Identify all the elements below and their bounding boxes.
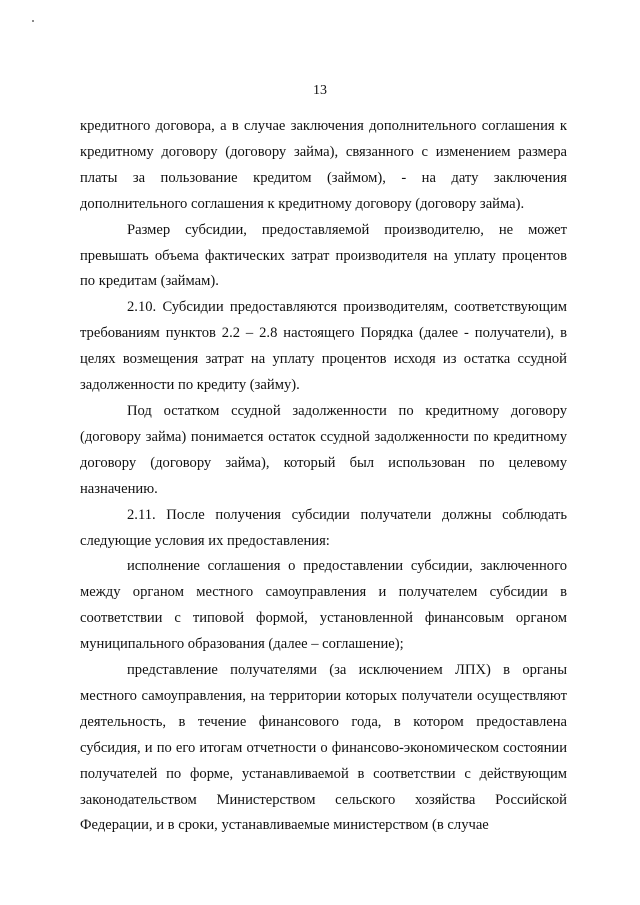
paragraph-subsidy-size: Размер субсидии, предоставляемой производителю, не может превышать объема фактических затрат производителя на уплату процентов по кредитам (займам). [80,221,567,290]
paragraph-reporting: представление получателями (за исключением ЛПХ) в органы местного самоуправления, на территории которых получатели осуществляют деятельность, в течение финансового года, в котором предоставлена субсидия, и по его итогам отчетности о финансово-экономическом состоянии получателей по форме, устанавливаемой в соответствии с действующим законодательством Министерством сельского хозяйства Российской Федерации, и в сроки, устанавливаемые министерством (в случае [80,662,567,834]
page-number: 13 [313,83,327,98]
paragraph-loan-balance: Под остатком ссудной задолженности по кредитному договору (договору займа) понимается остаток ссудной задолженности по кредитному договору (договору займа), который был использован по целевому назначению. [80,402,567,497]
body-text [80,114,567,839]
paragraph-2-11: 2.11. После получения субсидии получатели должны соблюдать следующие условия их предоставления: [80,506,567,549]
paragraph-credit-agreement: кредитного договора, а в случае заключения дополнительного соглашения к кредитному договору (договору займа), связанного с изменением размера платы за пользование кредитом (займом), - на дату заключения дополнительного соглашения к кредитному договору (договору займа). [80,118,567,212]
scan-speck [32,20,34,22]
paragraph-2-10: 2.10. Субсидии предоставляются производителям, соответствующим требованиям пунктов 2.2 – 2.8 настоящего Порядка (далее - получатели), в целях возмещения затрат на уплату процентов исходя из остатка ссудной задолженности по кредиту (займу). [80,299,567,394]
paragraph-agreement-execution: исполнение соглашения о предоставлении субсидии, заключенного между органом местного самоуправления и получателем субсидии в соответствии с типовой формой, установленной финансовым органом муниципального образования (далее – соглашение); [80,558,567,653]
